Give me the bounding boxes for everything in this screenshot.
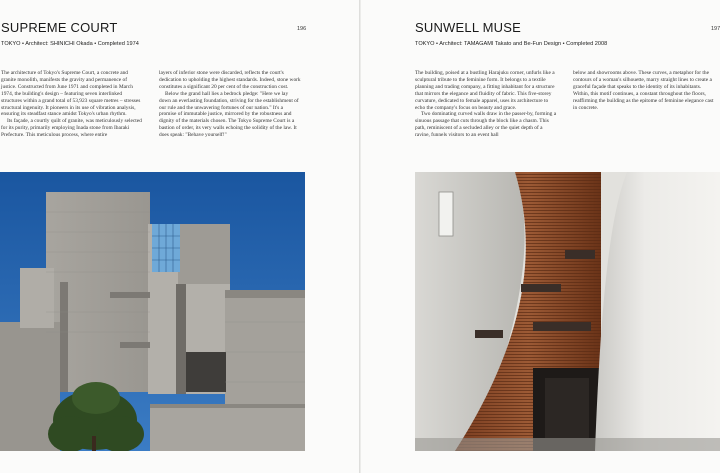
- paragraph: Its façade, a courtly quilt of granite, was meticulously selected for its purity, primarily employing Inada stone from Ibaraki Prefecture. This meticulous process, where entire: [1, 118, 142, 139]
- right-page-title: SUNWELL MUSE: [415, 20, 521, 35]
- left-page-title: SUPREME COURT: [1, 20, 118, 35]
- left-page-number: 196: [297, 26, 307, 32]
- sunwell-muse-photo: [415, 172, 720, 451]
- paragraph: The architecture of Tokyo's Supreme Court, a concrete and granite monolith, manifests the gravity and permanence of justice. Constructed from June 1971 and completed in March 1974, the building's design – featuring seven interlinked structures within a grand total of 53,923 square metres – stresses structural ingenuity. It pioneers in its use of vibration analysis, ensuring its steadfast stance amidst Tokyo's urban rhythm.: [1, 70, 141, 118]
- paragraph: Two dominating curved walls draw in the passer-by, forming a sinuous passage that cuts through the block like a chasm. This path, reminiscent of a secluded alley or the quiet depth of a ravine, funnels visitors to an event hall: [415, 111, 557, 139]
- paragraph: below and showrooms above. These curves, a metaphor for the contours of a woman's silhouette, marry straight lines to create a graceful façade that speaks to the identity of its inhabitants. Within, this motif continues, a constant throughout the floors, reaffirming the building as the epitome of feminine elegance cast in concrete.: [573, 70, 714, 111]
- right-page-meta: TOKYO • Architect: TAMAGAMI Takato and Be-Fun Design • Completed 2008: [415, 41, 608, 47]
- right-column-2: [573, 70, 715, 111]
- paragraph: The building, poised at a bustling Harajuku corner, unfurls like a sculptural tribute to the feminine form. It belongs to a textile planning and trading company, a fitting inhabitant for a structure that mirrors the elegance and fluidity of fabric. This five-storey curvature, dedicated to female apparel, uses its architecture to echo the company's focus on beauty and grace.: [415, 70, 555, 111]
- paragraph: Below the grand hall lies a bedrock pledge: "Here we lay down an everlasting foundation, striving for the establishment of our rule and the unwavering fortunes of our nation." It's a promise of immutable justice, mirrored by the robustness and dignity of the materials chosen. The Tokyo Supreme Court is a bastion of order, its very walls echoing the solidity of the law. It does speak: "Behave yourself!": [159, 90, 299, 139]
- left-column-1: [1, 70, 143, 139]
- right-page: [361, 0, 720, 473]
- paragraph: layers of inferior stone were discarded, reflects the court's dedication to upholding the highest standards. Indeed, stone work constitutes a significant 20 per cent of the construction cost.: [159, 70, 301, 90]
- left-page: [0, 0, 359, 473]
- left-page-meta: TOKYO • Architect: SHINICHI Okada • Completed 1974: [1, 41, 139, 47]
- left-column-2: [159, 70, 301, 139]
- right-page-number: 197: [711, 26, 720, 32]
- right-column-1: [415, 70, 557, 139]
- supreme-court-photo: [0, 172, 305, 451]
